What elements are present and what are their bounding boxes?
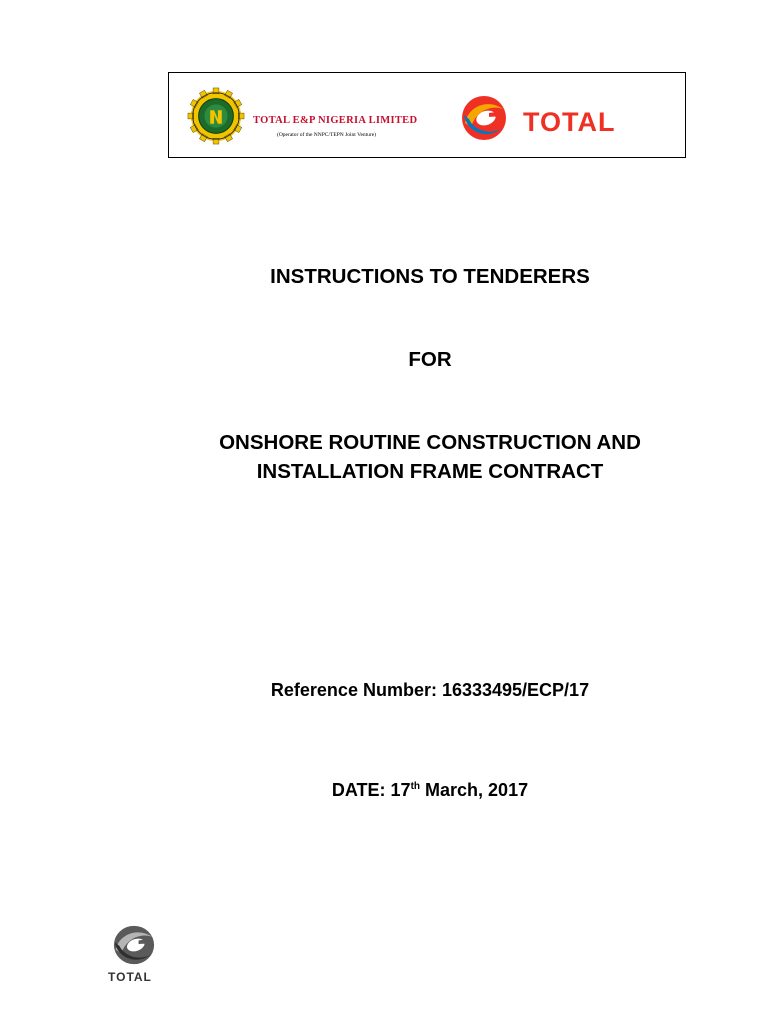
date-prefix: DATE: 17 — [331, 780, 411, 800]
total-logo-icon — [459, 93, 509, 143]
footer-total-logo-icon — [111, 924, 157, 966]
footer-brand-text: TOTAL — [108, 970, 152, 984]
document-subject-line-2: INSTALLATION FRAME CONTRACT — [256, 460, 604, 483]
document-date — [0, 778, 768, 802]
date-ordinal: th — [410, 781, 421, 792]
document-subject-line-1: ONSHORE ROUTINE CONSTRUCTION AND — [219, 431, 641, 454]
company-name: TOTAL E&P NIGERIA LIMITED — [253, 115, 418, 126]
total-brand-text: TOTAL — [523, 107, 616, 137]
nnpc-logo-icon — [187, 87, 245, 145]
document-connector: FOR — [408, 348, 452, 371]
date-rest: March, 2017 — [420, 780, 529, 800]
header-logo-box — [168, 72, 686, 158]
document-title: INSTRUCTIONS TO TENDERERS — [270, 265, 590, 288]
company-subtitle: (Operator of the NNPC/TEPN Joint Venture) — [277, 132, 377, 138]
reference-number: Reference Number: 16333495/ECP/17 — [270, 680, 590, 700]
